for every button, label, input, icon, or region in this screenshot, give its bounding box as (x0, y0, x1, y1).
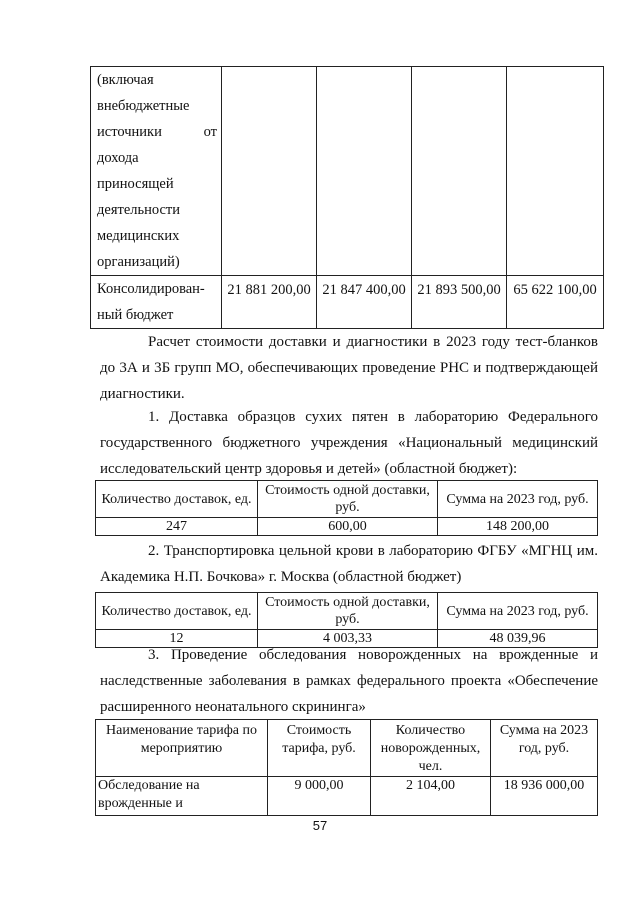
consolidated-budget-label: Консолидирован- ный бюджет (91, 276, 222, 329)
empty-cell (222, 67, 317, 276)
table-cell: 2 104,00 (371, 777, 491, 816)
budget-table-continuation (90, 66, 604, 329)
column-header: Количество новорожденных, чел. (371, 720, 491, 777)
column-header: Наименование тарифа по мероприятию (96, 720, 268, 777)
table-cell: 48 039,96 (438, 630, 598, 648)
table-cell: 4 003,33 (258, 630, 438, 648)
value-cell: 65 622 100,00 (507, 276, 604, 329)
transport-table (95, 592, 598, 648)
section-3-text: 3. Проведение обследования новорожденных на врожденные и наследственные заболевания в рамках федерального проекта «Обеспечение расширенного неонатального скрининга» (100, 647, 598, 715)
column-header: Сумма на 2023 год, руб. (438, 481, 598, 518)
section-1-text: 1. Доставка образцов сухих пятен в лабораторию Федерального государственного бюджетного учреждения «Национальный медицинский исследовательский центр здоровья и детей» (областной бюджет): (100, 409, 598, 477)
table-header-row (96, 720, 598, 777)
column-header: Количество доставок, ед. (96, 481, 258, 518)
column-header: Стоимость тарифа, руб. (268, 720, 371, 777)
table-cell: 600,00 (258, 518, 438, 536)
table-row (96, 518, 598, 536)
source-description-cell: (включая внебюджетные источники от дохода приносящей деятельности медицинских организаций) (91, 67, 222, 276)
table-row (91, 276, 604, 329)
column-header: Стоимость одной доставки, руб. (258, 481, 438, 518)
table-header-row (96, 593, 598, 630)
value-cell: 21 881 200,00 (222, 276, 317, 329)
table-cell: 148 200,00 (438, 518, 598, 536)
value-cell: 21 847 400,00 (317, 276, 412, 329)
column-header: Сумма на 2023 год, руб. (491, 720, 598, 777)
screening-table (95, 719, 598, 816)
table-cell: Обследование на врожденные и (96, 777, 268, 816)
table-cell: 247 (96, 518, 258, 536)
column-header: Стоимость одной доставки, руб. (258, 593, 438, 630)
table-row (91, 67, 604, 276)
table-cell: 12 (96, 630, 258, 648)
table-row (96, 777, 598, 816)
column-header: Сумма на 2023 год, руб. (438, 593, 598, 630)
intro-paragraph: Расчет стоимости доставки и диагностики в 2023 году тест-бланков до 3А и 3Б групп МО, обеспечивающих проведение РНС и подтверждающей диагностики. (100, 334, 598, 402)
table-cell: 18 936 000,00 (491, 777, 598, 816)
table-header-row (96, 481, 598, 518)
empty-cell (507, 67, 604, 276)
column-header: Количество доставок, ед. (96, 593, 258, 630)
page-number: 57 (312, 818, 328, 833)
empty-cell (317, 67, 412, 276)
delivery-table (95, 480, 598, 536)
section-2-text: 2. Транспортировка цельной крови в лабораторию ФГБУ «МГНЦ им. Академика Н.П. Бочкова» г. Москва (областной бюджет) (100, 543, 598, 585)
empty-cell (412, 67, 507, 276)
value-cell: 21 893 500,00 (412, 276, 507, 329)
table-cell: 9 000,00 (268, 777, 371, 816)
